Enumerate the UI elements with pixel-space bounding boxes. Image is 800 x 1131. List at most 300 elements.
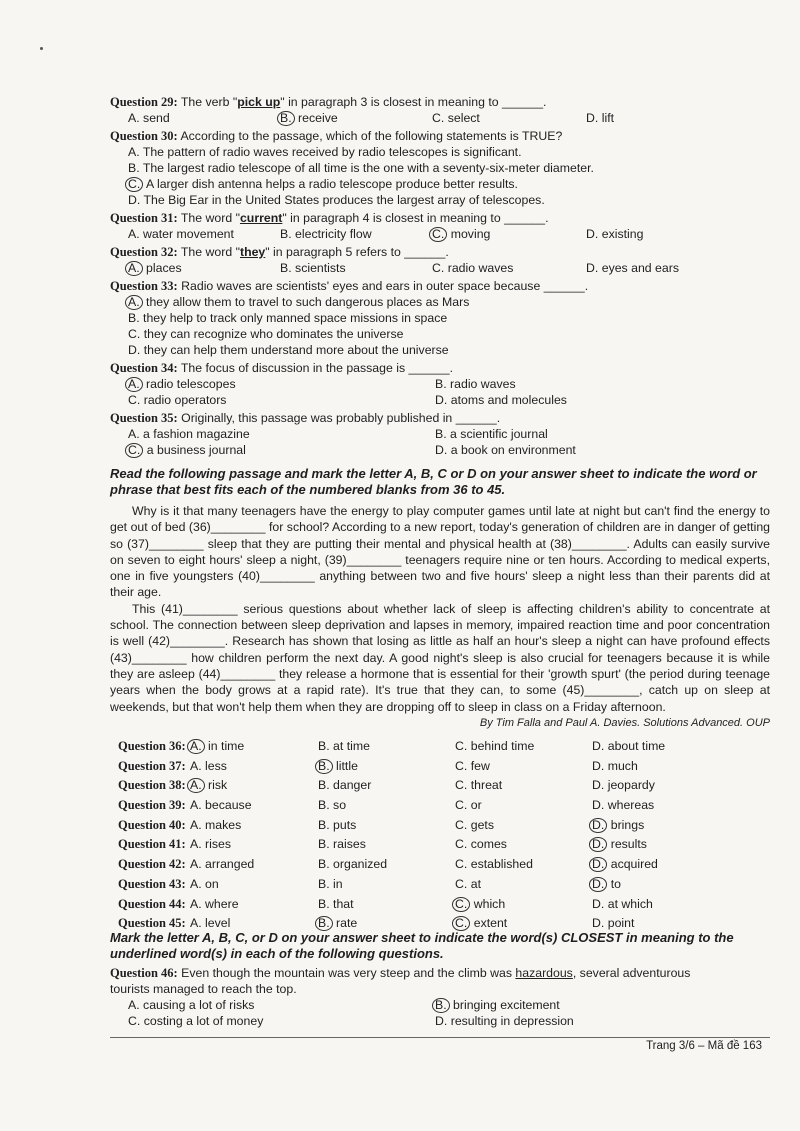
option-text: much (604, 758, 638, 773)
option-letter: C. (455, 857, 468, 872)
stem-text: The verb " (177, 95, 238, 109)
option-text: costing a lot of money (140, 1014, 264, 1028)
option-text: danger (329, 778, 372, 793)
cloze-instruction: Read the following passage and mark the letter A, B, C or D on your answer sheet to indicate the word or phrase that best fits each of the numbered blanks from 36 to 45. (110, 466, 757, 497)
option-text: scientists (291, 261, 346, 275)
option-letter: A. (128, 427, 140, 441)
option-letter: A. (187, 739, 205, 754)
option-letter: C. (455, 837, 468, 852)
option-letter: A. (125, 295, 143, 310)
stem-text: The focus of discussion in the passage is ______. (177, 361, 453, 375)
cloze-passage (110, 503, 770, 715)
option-text: eyes and ears (598, 261, 679, 275)
question-35 (110, 410, 770, 458)
closest-instruction: Mark the letter A, B, C, or D on your answer sheet to indicate the word(s) CLOSEST in meaning to the underlined word(s) in each of the following questions. (110, 930, 734, 961)
question-number: Question 37: (118, 758, 186, 773)
option-letter: B. (318, 778, 330, 793)
option-text: select (444, 111, 480, 125)
answer-option[interactable] (190, 875, 219, 895)
option-text: established (467, 857, 533, 872)
option-text: jeopardy (604, 778, 655, 793)
options-row (110, 294, 770, 310)
cloze-question-38 (110, 776, 770, 796)
options-row (110, 997, 770, 1013)
option-letter: A. (128, 145, 140, 159)
option-text: or (467, 798, 482, 813)
answer-option[interactable] (280, 260, 346, 276)
option-letter: C. (455, 778, 468, 793)
option-text: radio waves (444, 261, 514, 275)
answer-option[interactable] (128, 442, 246, 458)
answer-option[interactable] (432, 226, 490, 242)
option-text: bringing excitement (449, 998, 560, 1012)
option-letter: B. (318, 739, 330, 753)
answer-option[interactable] (455, 895, 505, 915)
option-letter: B. (318, 817, 330, 832)
option-text: about time (604, 739, 666, 753)
q46-options (110, 997, 770, 1029)
answer-option[interactable] (190, 835, 231, 855)
stem-text: Originally, this passage was probably published in ______. (177, 411, 501, 425)
stem-text: " in paragraph 3 is closest in meaning to ______. (280, 95, 547, 109)
answer-option[interactable] (455, 737, 534, 757)
q46-stem (110, 965, 770, 981)
option-text: at (467, 876, 481, 891)
answer-option[interactable] (455, 875, 481, 895)
answer-option[interactable] (435, 997, 560, 1013)
option-letter: B. (435, 377, 447, 391)
option-text: risk (204, 778, 228, 793)
option-letter: B. (318, 837, 330, 852)
answer-option[interactable] (455, 776, 502, 796)
option-letter: B. (318, 857, 330, 872)
source-authors: By Tim Falla and Paul A. Davies. (479, 716, 644, 729)
options-row (110, 160, 770, 176)
option-text: organized (329, 857, 388, 872)
options-row (110, 144, 770, 160)
options-row (110, 192, 770, 208)
answer-option[interactable] (318, 895, 354, 915)
option-letter: B. (280, 261, 292, 275)
answer-option[interactable] (318, 757, 358, 777)
q46-stem-after: , several adventurous (572, 966, 691, 980)
option-text: threat (467, 778, 503, 793)
option-letter: D. (586, 227, 599, 241)
question-number: Question 45: (118, 916, 186, 931)
options-row (110, 226, 770, 242)
question-30 (110, 128, 770, 208)
option-letter: A. (190, 817, 202, 832)
answer-option[interactable] (190, 796, 252, 816)
passage-paragraph: Why is it that many teenagers have the energy to play computer games until late at night but can't find the energy to get out of bed (36)________ for school? According to a new report, today's generation of children are in danger of getting so (37)________ sleep that they are putting their mental and physical health at (38)________. Adults can easily survive on seven to eight hours' sleep a night, (39)________ teenagers require nine or ten hours. According to medical experts, one in five youngsters (40)________ anything between two and five hours' sleep a night less than their parents did at their age. (110, 504, 770, 600)
q46-underlined-word: hazardous (515, 966, 573, 980)
answer-option[interactable] (592, 776, 655, 796)
options-row (110, 176, 770, 192)
question-stem (110, 94, 770, 110)
question-number: Question 36: (118, 739, 186, 753)
stem-text: " in paragraph 5 refers to ______. (265, 245, 449, 259)
option-letter: C. (432, 261, 445, 275)
stem-keyword: pick up (237, 95, 281, 109)
answer-option[interactable] (128, 226, 234, 242)
option-letter: B. (277, 111, 295, 126)
question-number: Question 32: (110, 245, 178, 259)
question-number: Question 29: (110, 95, 178, 109)
question-number: Question 38: (118, 778, 186, 793)
option-letter: C. (125, 443, 143, 458)
option-text: water movement (139, 227, 234, 241)
option-text: resulting in depression (447, 1014, 574, 1028)
passage-paragraph: This (41)________ serious questions about whether lack of sleep is affecting children's ability to concentrate at school. The connection between sleep deprivation and lapses in memory, impaired reaction time and poor concentration is well (42)________. Research has shown that losing as little as half an hour's sleep a night can have profound effects (43)________ how children perform the next day. A good night's sleep is also crucial for teenagers because it is while they are asleep (44)________ they release a hormone that is essential for their 'growth spurt' (the period during teenage years when the body grows at a rapid rate). It's true that they can, to some (45)________, catch up on sleep at weekends, but that won't help them when they are dropping off to sleep in class on a Friday afternoon. (110, 601, 770, 714)
question-number: Question 44: (118, 896, 186, 911)
option-text: electricity flow (291, 227, 372, 241)
option-text: where (201, 896, 239, 911)
option-text: extent (470, 916, 508, 931)
answer-option[interactable] (318, 835, 366, 855)
option-text: atoms and molecules (447, 393, 567, 407)
answer-option[interactable] (318, 796, 346, 816)
question-number: Question 30: (110, 129, 178, 143)
stem-text: According to the passage, which of the following statements is TRUE? (177, 129, 563, 143)
answer-option[interactable] (128, 144, 522, 160)
answer-option[interactable] (592, 895, 653, 915)
options-row (110, 260, 770, 276)
option-letter: D. (435, 1014, 448, 1028)
option-text: lift (598, 111, 615, 125)
option-letter: A. (190, 857, 202, 872)
answer-option[interactable] (128, 192, 545, 208)
cloze-question-43 (110, 875, 770, 895)
option-text: arranged (201, 857, 255, 872)
answer-option[interactable] (586, 110, 614, 126)
option-letter: A. (190, 876, 202, 891)
option-letter: C. (455, 876, 468, 891)
options-row (110, 376, 770, 392)
option-text: at which (604, 896, 653, 911)
option-letter: C. (455, 817, 468, 832)
speck (40, 47, 43, 50)
option-text: raises (329, 837, 366, 852)
option-text: existing (598, 227, 644, 241)
option-letter: C. (455, 758, 468, 773)
option-text: rate (332, 916, 358, 931)
option-text: a fashion magazine (139, 427, 250, 441)
cloze-question-39 (110, 796, 770, 816)
option-letter: C. (128, 1014, 141, 1028)
option-text: comes (467, 837, 507, 852)
option-letter: A. (187, 778, 205, 793)
option-text: a book on environment (447, 443, 576, 457)
option-text: behind time (467, 739, 535, 753)
option-text: The Big Ear in the United States produces the largest array of telescopes. (140, 193, 545, 207)
option-letter: C. (452, 897, 470, 912)
answer-option[interactable] (128, 176, 518, 192)
stem-text: Radio waves are scientists' eyes and ears in outer space because ______. (177, 279, 589, 293)
footer-rule (110, 1037, 770, 1038)
option-text: causing a lot of risks (139, 998, 255, 1012)
option-text: a scientific journal (446, 427, 548, 441)
answer-option[interactable] (128, 310, 447, 326)
answer-option[interactable] (455, 855, 533, 875)
cloze-question-42 (110, 855, 770, 875)
question-stem (110, 210, 770, 226)
option-text: moving (447, 227, 491, 241)
option-letter: D. (592, 739, 605, 753)
option-text: places (142, 261, 182, 275)
option-text: to (607, 876, 621, 891)
option-text: A larger dish antenna helps a radio telescope produce better results. (143, 177, 518, 191)
q46-stem-before: Even though the mountain was very steep and the climb was (181, 966, 516, 980)
cloze-question-44 (110, 895, 770, 915)
option-text: send (139, 111, 170, 125)
option-text: puts (329, 817, 357, 832)
option-letter: A. (125, 261, 143, 276)
answer-option[interactable] (190, 737, 244, 757)
page-footer: Trang 3/6 – Mã đề 163 (646, 1040, 762, 1052)
question-33 (110, 278, 770, 358)
options-row (110, 426, 770, 442)
stem-keyword: they (239, 245, 266, 259)
option-letter: B. (280, 227, 292, 241)
answer-option[interactable] (128, 294, 469, 310)
answer-option[interactable] (128, 392, 226, 408)
stem-text: The word " (177, 245, 240, 259)
question-34 (110, 360, 770, 408)
question-number: Question 43: (118, 876, 186, 891)
answer-option[interactable] (592, 835, 647, 855)
answer-option[interactable] (432, 110, 480, 126)
cloze-question-37 (110, 757, 770, 777)
option-letter: B. (435, 427, 447, 441)
option-text: less (201, 758, 227, 773)
option-text: a business journal (143, 443, 246, 457)
option-text: acquired (607, 857, 658, 872)
cloze-section (110, 466, 770, 731)
option-letter: D. (592, 758, 605, 773)
options-row (110, 110, 770, 126)
answer-option[interactable] (455, 835, 507, 855)
option-text: radio operators (140, 393, 227, 407)
answer-option[interactable] (435, 1013, 574, 1029)
question-stem (110, 278, 770, 294)
answer-option[interactable] (586, 260, 679, 276)
answer-option[interactable] (190, 895, 239, 915)
question-number: Question 34: (110, 361, 178, 375)
answer-option[interactable] (318, 816, 356, 836)
option-text: receive (294, 111, 338, 125)
answer-option[interactable] (435, 442, 576, 458)
option-letter: A. (190, 798, 202, 813)
option-text: they allow them to travel to such dangerous places as Mars (142, 295, 470, 309)
option-text: results (607, 837, 647, 852)
answer-option[interactable] (128, 326, 403, 342)
option-text: few (467, 758, 490, 773)
answer-option[interactable] (592, 816, 644, 836)
option-text: The largest radio telescope of all time is the one with a seventy-six-meter diameter. (139, 161, 594, 175)
question-number: Question 33: (110, 279, 178, 293)
answer-option[interactable] (128, 376, 236, 392)
option-text: whereas (604, 798, 655, 813)
option-letter: D. (592, 916, 605, 931)
question-31 (110, 210, 770, 242)
answer-option[interactable] (128, 342, 449, 358)
option-text: that (329, 896, 354, 911)
question-29 (110, 94, 770, 126)
answer-option[interactable] (128, 260, 182, 276)
option-letter: D. (589, 837, 607, 852)
option-text: rises (201, 837, 232, 852)
question-number: Question 39: (118, 798, 186, 813)
source-title: Solutions Advanced. OUP (643, 716, 770, 729)
option-text: in time (204, 739, 245, 753)
option-text: so (329, 798, 347, 813)
q46-stem-line2: tourists managed to reach the top. (110, 982, 297, 996)
answer-option[interactable] (455, 757, 490, 777)
option-letter: B. (128, 311, 140, 325)
option-text: at time (329, 739, 370, 753)
answer-option[interactable] (128, 1013, 263, 1029)
option-text: in (329, 876, 343, 891)
answer-option[interactable] (128, 426, 250, 442)
option-letter: D. (592, 896, 605, 911)
option-text: they can help them understand more about the universe (140, 343, 449, 357)
option-text: little (332, 758, 358, 773)
option-letter: C. (429, 227, 447, 242)
question-stem (110, 128, 770, 144)
stem-text: " in paragraph 4 is closest in meaning to ______. (282, 211, 549, 225)
option-letter: A. (190, 896, 202, 911)
option-letter: D. (592, 778, 605, 793)
option-letter: B. (318, 896, 330, 911)
question-stem (110, 410, 770, 426)
question-number: Question 41: (118, 837, 186, 852)
answer-option[interactable] (190, 816, 241, 836)
answer-option[interactable] (592, 855, 658, 875)
options-row (110, 342, 770, 358)
option-letter: A. (190, 837, 202, 852)
option-letter: A. (190, 916, 202, 931)
answer-option[interactable] (435, 392, 567, 408)
cloze-question-40 (110, 816, 770, 836)
answer-option[interactable] (592, 875, 621, 895)
answer-option[interactable] (280, 110, 338, 126)
options-row (110, 1013, 770, 1029)
answer-option[interactable] (586, 226, 643, 242)
answer-option[interactable] (190, 757, 227, 777)
option-letter: C. (128, 393, 141, 407)
option-letter: A. (128, 227, 140, 241)
option-text: The pattern of radio waves received by radio telescopes is significant. (139, 145, 522, 159)
answer-option[interactable] (128, 110, 170, 126)
stem-text: The word " (177, 211, 240, 225)
option-letter: D. (435, 393, 448, 407)
options-row (110, 326, 770, 342)
option-text: on (201, 876, 219, 891)
option-letter: A. (128, 111, 140, 125)
option-letter: A. (128, 998, 140, 1012)
option-text: point (604, 916, 635, 931)
option-letter: D. (589, 818, 607, 833)
answer-option[interactable] (318, 855, 387, 875)
question-number: Question 35: (110, 411, 178, 425)
question-number: Question 31: (110, 211, 178, 225)
answer-option[interactable] (435, 376, 516, 392)
answer-option[interactable] (592, 796, 654, 816)
answer-option[interactable] (592, 737, 665, 757)
answer-option[interactable] (190, 855, 254, 875)
option-text: brings (607, 817, 645, 832)
answer-option[interactable] (318, 875, 343, 895)
option-text: they help to track only manned space missions in space (139, 311, 448, 325)
option-letter: C. (432, 111, 445, 125)
answer-option[interactable] (432, 260, 513, 276)
option-letter: D. (435, 443, 448, 457)
questions-29-35 (110, 94, 770, 460)
answer-option[interactable] (592, 757, 638, 777)
question-32 (110, 244, 770, 276)
answer-option[interactable] (128, 160, 594, 176)
option-text: radio waves (446, 377, 516, 391)
option-letter: B. (432, 998, 450, 1013)
question-number: Question 46: (110, 966, 178, 980)
option-letter: D. (128, 193, 141, 207)
option-text: gets (467, 817, 494, 832)
option-letter: C. (125, 177, 143, 192)
question-number: Question 42: (118, 857, 186, 872)
option-text: level (201, 916, 231, 931)
question-stem (110, 360, 770, 376)
option-letter: C. (452, 916, 470, 931)
option-letter: D. (589, 857, 607, 872)
option-letter: B. (315, 759, 333, 774)
option-text: which (470, 896, 506, 911)
option-letter: D. (589, 877, 607, 892)
option-letter: B. (318, 798, 330, 813)
option-text: they can recognize who dominates the universe (140, 327, 404, 341)
cloze-question-36 (110, 737, 770, 757)
option-letter: B. (315, 916, 333, 931)
stem-keyword: current (239, 211, 283, 225)
option-letter: B. (128, 161, 140, 175)
options-row (110, 392, 770, 408)
answer-option[interactable] (435, 426, 548, 442)
options-row (110, 310, 770, 326)
option-letter: A. (190, 758, 202, 773)
option-letter: C. (128, 327, 141, 341)
answer-option[interactable] (190, 776, 227, 796)
question-number: Question 40: (118, 817, 186, 832)
option-letter: C. (455, 798, 468, 813)
option-text: makes (201, 817, 242, 832)
option-letter: C. (455, 739, 468, 753)
answer-option[interactable] (455, 816, 494, 836)
closest-section (110, 930, 770, 1029)
option-letter: A. (125, 377, 143, 392)
answer-option[interactable] (318, 776, 371, 796)
cloze-question-41 (110, 835, 770, 855)
cloze-options (110, 737, 770, 934)
option-letter: B. (318, 876, 330, 891)
question-stem (110, 244, 770, 260)
answer-option[interactable] (128, 997, 254, 1013)
option-letter: D. (128, 343, 141, 357)
answer-option[interactable] (455, 796, 482, 816)
answer-option[interactable] (318, 737, 370, 757)
passage-source (110, 715, 770, 731)
option-letter: D. (592, 798, 605, 813)
option-letter: D. (586, 111, 599, 125)
answer-option[interactable] (280, 226, 372, 242)
